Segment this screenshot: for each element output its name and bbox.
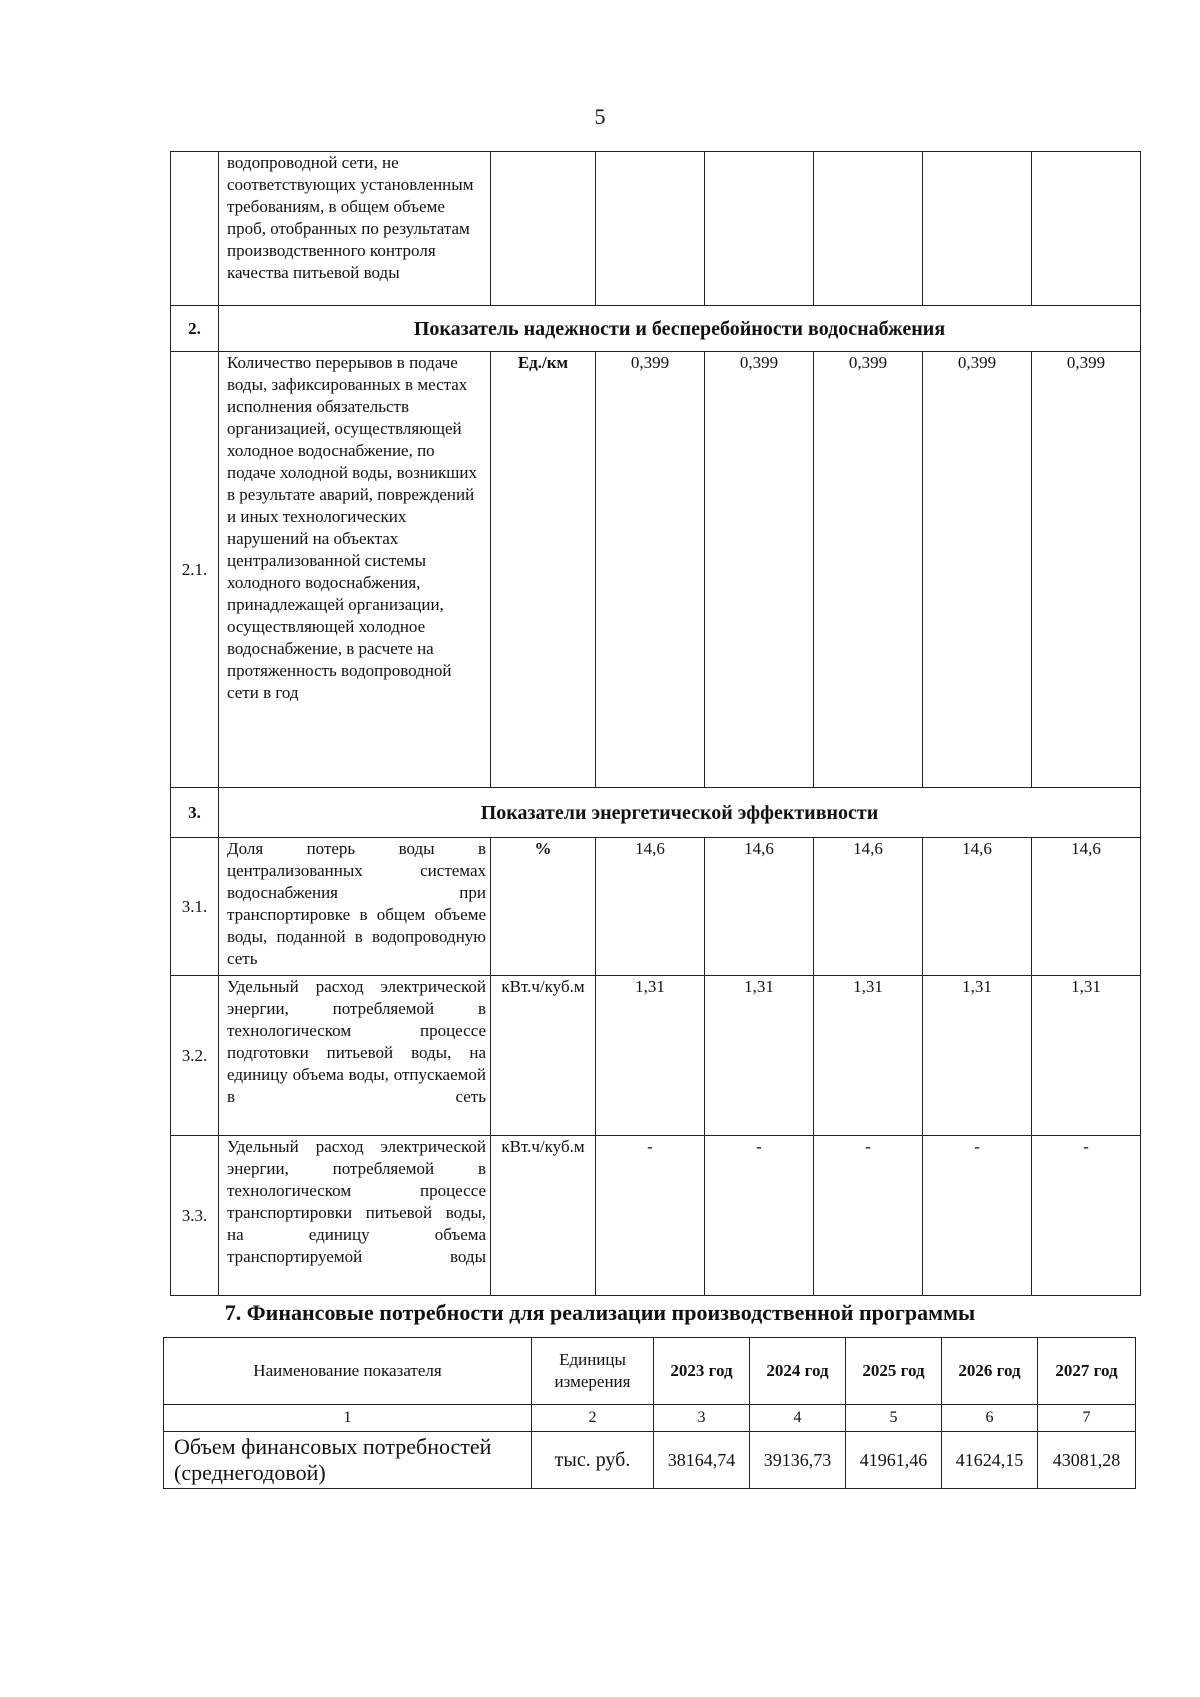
value-cell xyxy=(705,152,814,306)
unit-cell: кВт.ч/куб.м xyxy=(491,1136,596,1296)
column-number: 6 xyxy=(942,1405,1038,1432)
finance-value: 41624,15 xyxy=(942,1432,1038,1489)
value-cell: 0,399 xyxy=(814,352,923,788)
value-cell: - xyxy=(705,1136,814,1296)
row-number: 2.1. xyxy=(171,352,219,788)
finance-table xyxy=(163,1337,1136,1489)
section-title: Показатели энергетической эффективности xyxy=(219,788,1141,838)
value-cell: 1,31 xyxy=(923,976,1032,1136)
finance-unit: тыс. руб. xyxy=(532,1432,654,1489)
indicator-description: водопроводной сети, не соответствующих установленным требованиям, в общем объеме проб, отобранных по результатам производственного контроля качества питьевой воды xyxy=(219,152,491,306)
column-number: 5 xyxy=(846,1405,942,1432)
header-year: 2024 год xyxy=(750,1338,846,1405)
table-row xyxy=(171,838,1141,976)
value-cell: 14,6 xyxy=(596,838,705,976)
indicator-description: Доля потерь воды в централизованных системах водоснабжения при транспортировке в общем объеме воды, поданной в водопроводную сеть xyxy=(219,838,491,976)
finance-section-heading: 7. Финансовые потребности для реализации производственной программы xyxy=(224,1300,976,1325)
unit-cell: % xyxy=(491,838,596,976)
value-cell: - xyxy=(1032,1136,1141,1296)
value-cell: 14,6 xyxy=(923,838,1032,976)
value-cell: 1,31 xyxy=(814,976,923,1136)
value-cell: 0,399 xyxy=(923,352,1032,788)
value-cell: 14,6 xyxy=(705,838,814,976)
section-number: 2. xyxy=(171,306,219,352)
value-cell xyxy=(923,152,1032,306)
row-number-cell xyxy=(171,152,219,306)
finance-indicator-name: Объем финансовых потребностей (среднегодовой) xyxy=(164,1432,532,1489)
column-number: 7 xyxy=(1038,1405,1136,1432)
row-number: 3.2. xyxy=(171,976,219,1136)
table-row xyxy=(171,352,1141,788)
value-cell: - xyxy=(923,1136,1032,1296)
unit-cell xyxy=(491,152,596,306)
indicator-description: Удельный расход электрической энергии, потребляемой в технологическом процессе транспортировки питьевой воды, на единицу объема транспортируемой воды xyxy=(219,1136,491,1296)
value-cell: 1,31 xyxy=(596,976,705,1136)
section-row xyxy=(171,306,1141,352)
value-cell: - xyxy=(596,1136,705,1296)
section-number: 3. xyxy=(171,788,219,838)
column-number: 4 xyxy=(750,1405,846,1432)
finance-value: 41961,46 xyxy=(846,1432,942,1489)
header-row xyxy=(164,1338,1136,1405)
unit-cell: Ед./км xyxy=(491,352,596,788)
header-year: 2023 год xyxy=(654,1338,750,1405)
value-cell: - xyxy=(814,1136,923,1296)
table-row xyxy=(171,1136,1141,1296)
value-cell: 1,31 xyxy=(1032,976,1141,1136)
header-name: Наименование показателя xyxy=(164,1338,532,1405)
column-number-row xyxy=(164,1405,1136,1432)
indicators-table xyxy=(170,151,1141,1296)
row-number: 3.3. xyxy=(171,1136,219,1296)
value-cell: 0,399 xyxy=(705,352,814,788)
value-cell: 0,399 xyxy=(596,352,705,788)
section-row xyxy=(171,788,1141,838)
finance-value: 39136,73 xyxy=(750,1432,846,1489)
table-row xyxy=(171,976,1141,1136)
table-row xyxy=(164,1432,1136,1489)
finance-value: 38164,74 xyxy=(654,1432,750,1489)
page-number: 5 xyxy=(594,104,606,129)
row-number: 3.1. xyxy=(171,838,219,976)
value-cell: 14,6 xyxy=(1032,838,1141,976)
indicator-description: Удельный расход электрической энергии, потребляемой в технологическом процессе подготовки питьевой воды, на единицу объема воды, отпускаемой в сеть xyxy=(219,976,491,1136)
column-number: 2 xyxy=(532,1405,654,1432)
value-cell: 1,31 xyxy=(705,976,814,1136)
header-year: 2025 год xyxy=(846,1338,942,1405)
header-year: 2027 год xyxy=(1038,1338,1136,1405)
unit-cell: кВт.ч/куб.м xyxy=(491,976,596,1136)
value-cell xyxy=(1032,152,1141,306)
value-cell: 14,6 xyxy=(814,838,923,976)
section-title: Показатель надежности и бесперебойности водоснабжения xyxy=(219,306,1141,352)
value-cell xyxy=(596,152,705,306)
header-year: 2026 год xyxy=(942,1338,1038,1405)
value-cell xyxy=(814,152,923,306)
column-number: 1 xyxy=(164,1405,532,1432)
value-cell: 0,399 xyxy=(1032,352,1141,788)
table-row xyxy=(171,152,1141,306)
header-unit: Единицы измерения xyxy=(532,1338,654,1405)
finance-value: 43081,28 xyxy=(1038,1432,1136,1489)
indicator-description: Количество перерывов в подаче воды, зафиксированных в местах исполнения обязательств организацией, осуществляющей холодное водоснабжение, по подаче холодной воды, возникших в результате аварий, повреждений и иных технологических нарушений на объектах централизованной системы холодного водоснабжения, принадлежащей организации, осуществляющей холодное водоснабжение, в расчете на протяженность водопроводной сети в год xyxy=(219,352,491,788)
column-number: 3 xyxy=(654,1405,750,1432)
